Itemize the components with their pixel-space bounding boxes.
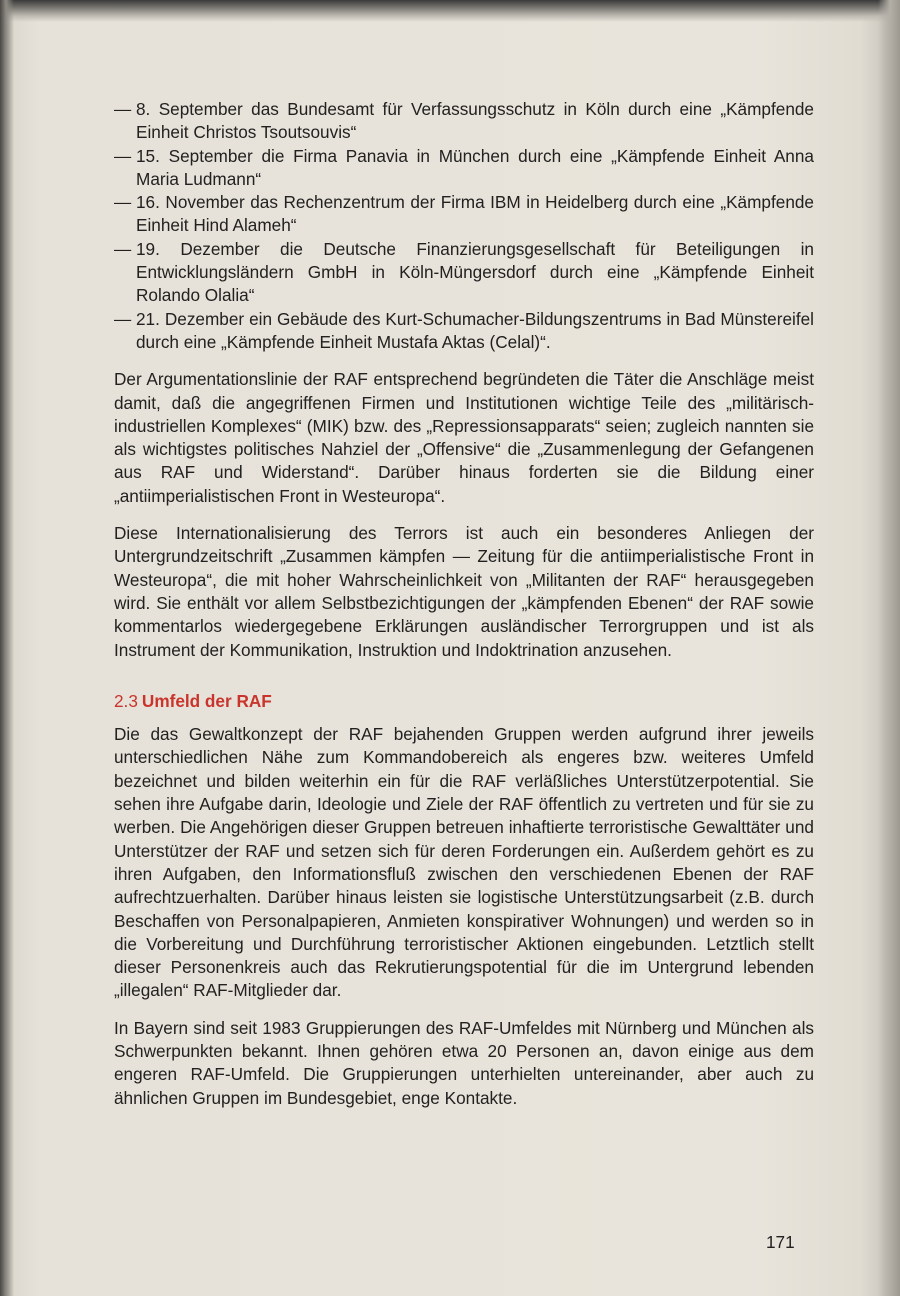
- section-number: 2.3: [114, 690, 138, 711]
- list-dash: —: [114, 99, 132, 119]
- page-top-shadow: [0, 0, 900, 22]
- list-item: [114, 238, 814, 308]
- paragraph-internationalisierung: Diese Internationalisierung des Terrors ist auch ein besonderes Anliegen der Untergrundzeitschrift „Zusammen kämpfen — Zeitung für die antiimperialistische Front in Westeuropa“, die mit hoher Wahrscheinlichkeit von „Militanten der RAF“ herausgegeben wird. Sie enthält vor allem Selbstbezichtigungen der „kämpfenden Ebenen“ der RAF sowie kommentarlos wiedergegebene Erklärungen ausländischer Terrorgruppen und ist als Instrument der Kommunikation, Instruktion und Indoktrination anzusehen.: [114, 523, 814, 660]
- list-dash: —: [114, 145, 132, 166]
- list-item-text: 15. September die Firma Panavia in München durch eine „Kämpfende Einheit Anna Maria Ludmann“: [136, 145, 814, 189]
- page-right-edge: [878, 0, 900, 1296]
- list-item: [114, 98, 814, 145]
- page-content: [114, 98, 814, 1110]
- list-item-text: 8. September das Bundesamt für Verfassungsschutz in Köln durch eine „Kämpfende Einheit Christos Tsoutsouvis“: [136, 99, 814, 143]
- paragraph-argumentation: Der Argumentationslinie der RAF entsprechend begründeten die Täter die Anschläge meist damit, daß die angegriffenen Firmen und Institutionen wichtige Teile des „militärisch-industriellen Komplexes“ (MIK) bzw. des „Repressionsapparats“ seien; zugleich nannten sie als wichtigstes politisches Nahziel der „Offensive“ die „Zusammenlegung der Gefangenen aus RAF und Widerstand“. Darüber hinaus forderten sie die Bildung einer „antiimperialistischen Front in Westeuropa“.: [114, 369, 814, 506]
- list-item-text: 21. Dezember ein Gebäude des Kurt-Schumacher-Bildungszentrums in Bad Münstereifel durch eine „Kämpfende Einheit Mustafa Aktas (Celal)“.: [136, 308, 814, 352]
- list-item: [114, 145, 814, 192]
- section-title: Umfeld der RAF: [141, 690, 272, 711]
- list-dash: —: [114, 308, 132, 329]
- paragraph-bayern: In Bayern sind seit 1983 Gruppierungen des RAF-Umfeldes mit Nürnberg und München als Schwerpunkten bekannt. Ihnen gehören etwa 20 Personen an, davon einige aus dem engeren RAF-Umfeld. Die Gruppierungen unterhielten untereinander, aber auch zu ähnlichen Gruppen im Bundesgebiet, enge Kontakte.: [114, 1017, 814, 1108]
- attack-list: [114, 98, 814, 354]
- list-item: [114, 308, 814, 355]
- list-dash: —: [114, 192, 132, 213]
- list-item-text: 16. November das Rechenzentrum der Firma IBM in Heidelberg durch eine „Kämpfende Einheit Hind Alameh“: [136, 192, 814, 236]
- section-heading: [114, 690, 814, 713]
- list-item: [114, 191, 814, 238]
- page-binding-edge: [0, 0, 14, 1296]
- list-dash: —: [114, 238, 132, 259]
- paragraph-umfeld: Die das Gewaltkonzept der RAF bejahenden Gruppen werden aufgrund ihrer jeweils unterschiedlichen Nähe zum Kommandobereich als engeres bzw. weiteres Umfeld bezeichnet und bilden weiterhin ein für die RAF verläßliches Unterstützerpotential. Sie sehen ihre Aufgabe darin, Ideologie und Ziele der RAF öffentlich zu vertreten und für sie zu werben. Die Angehörigen dieser Gruppen betreuen inhaftierte terroristische Gewalttäter und Unterstützer der RAF und setzen sich für deren Forderungen ein. Außerdem gehört es zu ihren Aufgaben, den Informationsfluß zwischen den verschiedenen Ebenen der RAF aufrechtzuerhalten. Darüber hinaus leisten sie logistische Unterstützungsarbeit (z.B. durch Beschaffen von Personalpapieren, Anmieten konspirativer Wohnungen) und werden so in die Vorbereitung und Durchführung terroristischer Aktionen eingebunden. Letztlich stellt dieser Personenkreis auch das Rekrutierungspotential für die im Untergrund lebenden „illegalen“ RAF-Mitglieder dar.: [114, 724, 814, 1001]
- list-item-text: 19. Dezember die Deutsche Finanzierungsgesellschaft für Beteiligungen in Entwicklungsländern GmbH in Köln-Müngersdorf durch eine „Kämpfende Einheit Rolando Olalia“: [136, 238, 814, 306]
- page-number: 171: [766, 1232, 795, 1252]
